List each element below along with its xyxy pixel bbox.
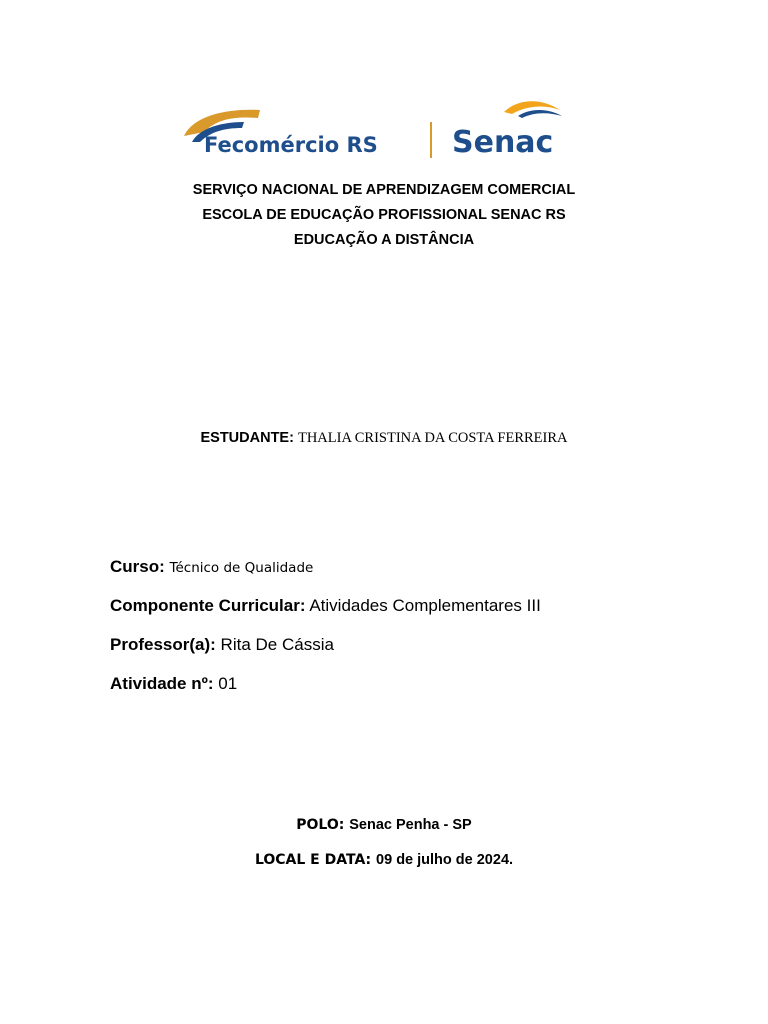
logo-senac-text: Senac bbox=[452, 125, 554, 160]
activity-label: Atividade nº: bbox=[110, 674, 214, 693]
professor-field bbox=[110, 635, 334, 655]
logo-fecomercio-text: Fecomércio RS bbox=[204, 133, 378, 157]
local-date-label: LOCAL E DATA: bbox=[254, 852, 372, 868]
component-label: Componente Curricular: bbox=[110, 596, 306, 615]
activity-field bbox=[110, 674, 237, 694]
course-field bbox=[110, 557, 313, 577]
polo-label: POLO: bbox=[296, 817, 345, 833]
header-line-2: ESCOLA DE EDUCAÇÃO PROFISSIONAL SENAC RS bbox=[202, 207, 566, 223]
course-label: Curso: bbox=[110, 557, 165, 576]
student-label: ESTUDANTE: bbox=[200, 430, 294, 446]
header-line-1: SERVIÇO NACIONAL DE APRENDIZAGEM COMERCIAL bbox=[192, 182, 576, 198]
course-value: Técnico de Qualidade bbox=[169, 560, 314, 576]
component-field bbox=[110, 596, 541, 616]
student-name: THALIA CRISTINA DA COSTA FERREIRA bbox=[297, 430, 568, 446]
activity-value: 01 bbox=[218, 674, 238, 693]
logo bbox=[182, 96, 576, 162]
local-date-value: 09 de julho de 2024. bbox=[376, 852, 514, 868]
fecomercio-senac-logo bbox=[182, 96, 576, 162]
component-value: Atividades Complementares III bbox=[309, 596, 541, 615]
professor-value: Rita De Cássia bbox=[220, 635, 334, 654]
student-line bbox=[0, 430, 768, 447]
polo-value: Senac Penha - SP bbox=[349, 817, 472, 833]
local-date-line bbox=[0, 852, 768, 868]
header-line-3: EDUCAÇÃO A DISTÂNCIA bbox=[293, 232, 475, 248]
logo-divider bbox=[430, 122, 432, 158]
polo-line bbox=[0, 817, 768, 833]
professor-label: Professor(a): bbox=[110, 635, 216, 654]
